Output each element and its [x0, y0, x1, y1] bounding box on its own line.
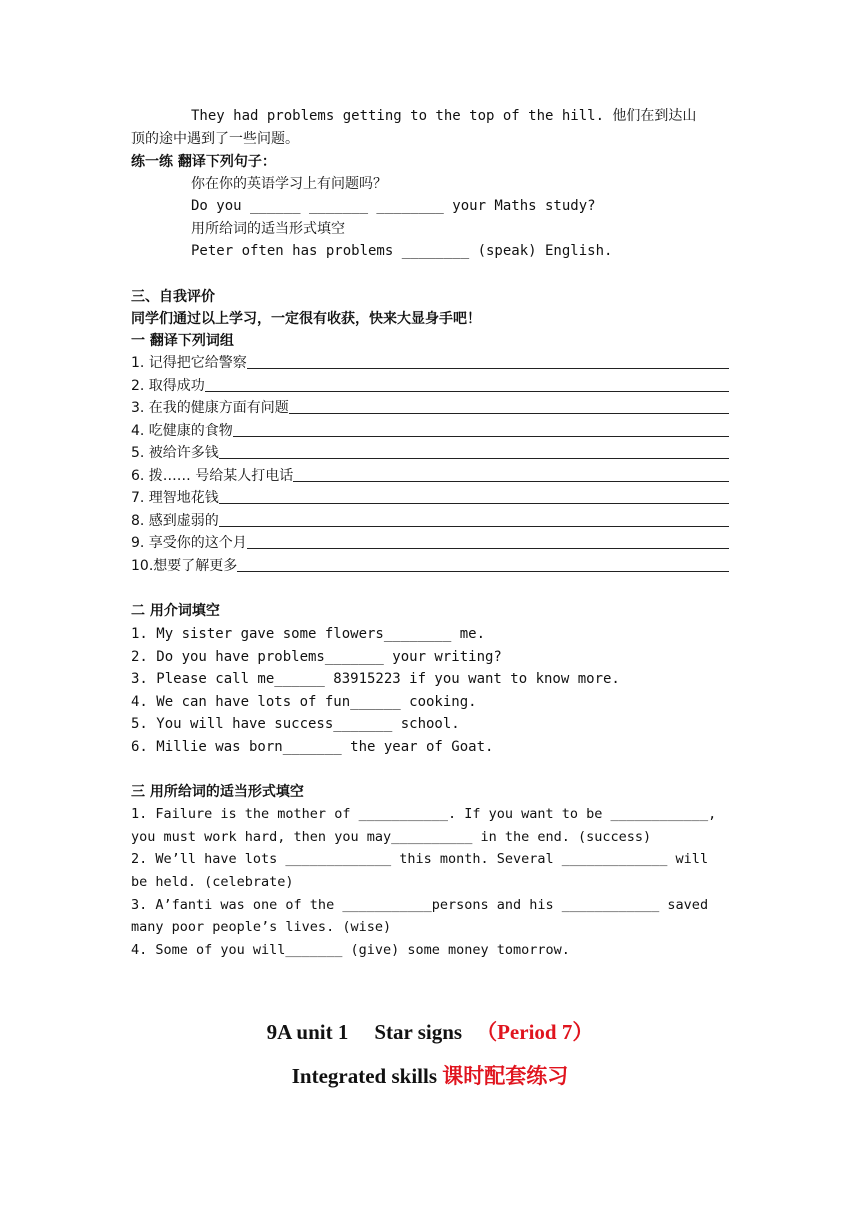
part1-item-text: 10.想要了解更多 — [131, 558, 238, 574]
part1-item-text: 2. 取得成功 — [131, 378, 205, 394]
part1-item-text: 6. 拨…… 号给某人打电话 — [131, 468, 294, 484]
part1-item — [131, 489, 729, 507]
answer-line — [293, 480, 729, 482]
part2-item: 4. We can have lots of fun______ cooking. — [131, 694, 477, 710]
part1-item — [131, 467, 729, 485]
self-eval-heading: 三、自我评价 — [131, 289, 215, 305]
part1-title: 一 翻译下列词组 — [131, 333, 234, 349]
part3-line: 2. We’ll have lots _____________ this month. Several _____________ will — [131, 851, 709, 867]
practice-q2-instruction: 用所给词的适当形式填空 — [191, 221, 345, 237]
part1-item-text: 3. 在我的健康方面有问题 — [131, 400, 289, 416]
lesson-subtitle — [0, 1060, 860, 1090]
part1-item — [131, 534, 729, 552]
part3-line: you must work hard, then you may__________ in the end. (success) — [131, 829, 652, 845]
part1-item-text: 1. 记得把它给警察 — [131, 355, 247, 371]
title-period: （Period 7） — [476, 1020, 594, 1044]
part2-item: 1. My sister gave some flowers________ me. — [131, 626, 486, 642]
part3-line: 1. Failure is the mother of ___________. If you want to be ____________, — [131, 806, 717, 822]
answer-line — [205, 390, 729, 392]
answer-line — [247, 547, 729, 549]
part1-item — [131, 399, 729, 417]
part1-item — [131, 444, 729, 462]
part1-item-text: 5. 被给许多钱 — [131, 445, 219, 461]
practice-q2-english: Peter often has problems ________ (speak) English. — [191, 243, 613, 259]
part1-item-text: 4. 吃健康的食物 — [131, 423, 233, 439]
part1-item — [131, 377, 729, 395]
answer-line — [219, 457, 729, 459]
answer-line — [219, 502, 729, 504]
part1-item — [131, 422, 729, 440]
title-unit: 9A unit 1 — [266, 1020, 349, 1044]
part2-item: 2. Do you have problems_______ your writing? — [131, 649, 502, 665]
part2-item: 5. You will have success_______ school. — [131, 716, 460, 732]
answer-line — [233, 435, 729, 437]
part2-item: 6. Millie was born_______ the year of Goat. — [131, 739, 494, 755]
answer-line — [237, 570, 729, 572]
part1-item-text: 9. 享受你的这个月 — [131, 535, 247, 551]
part2-item: 3. Please call me______ 83915223 if you want to know more. — [131, 671, 620, 687]
part1-item — [131, 354, 729, 372]
practice-q1-chinese: 你在你的英语学习上有问题吗？ — [191, 176, 387, 192]
example-sentence-line2: 顶的途中遇到了一些问题。 — [131, 131, 299, 147]
part2-title: 二 用介词填空 — [131, 603, 220, 619]
part1-item-text: 7. 理智地花钱 — [131, 490, 219, 506]
part3-line: 3. A’fanti was one of the ___________persons and his ____________ saved — [131, 897, 709, 913]
part1-item — [131, 557, 729, 575]
part3-title: 三 用所给词的适当形式填空 — [131, 784, 304, 800]
self-eval-encourage: 同学们通过以上学习，一定很有收获，快来大显身手吧！ — [131, 311, 481, 327]
part3-line: many poor people’s lives. (wise) — [131, 919, 392, 935]
part1-item-text: 8. 感到虚弱的 — [131, 513, 219, 529]
lesson-title — [0, 1016, 860, 1046]
part1-item — [131, 512, 729, 530]
answer-line — [219, 525, 729, 527]
part3-line: 4. Some of you will_______ (give) some money tomorrow. — [131, 942, 570, 958]
answer-line — [289, 412, 729, 414]
example-sentence-line1: They had problems getting to the top of the hill. 他们在到达山 — [191, 108, 697, 124]
part3-line: be held. (celebrate) — [131, 874, 294, 890]
subtitle-english: Integrated skills — [291, 1064, 437, 1088]
practice-q1-english: Do you ______ _______ ________ your Maths study? — [191, 198, 596, 214]
practice-heading: 练一练 翻译下列句子： — [131, 154, 276, 170]
answer-line — [247, 367, 729, 369]
title-topic: Star signs — [374, 1020, 463, 1044]
subtitle-chinese: 课时配套练习 — [442, 1064, 569, 1088]
